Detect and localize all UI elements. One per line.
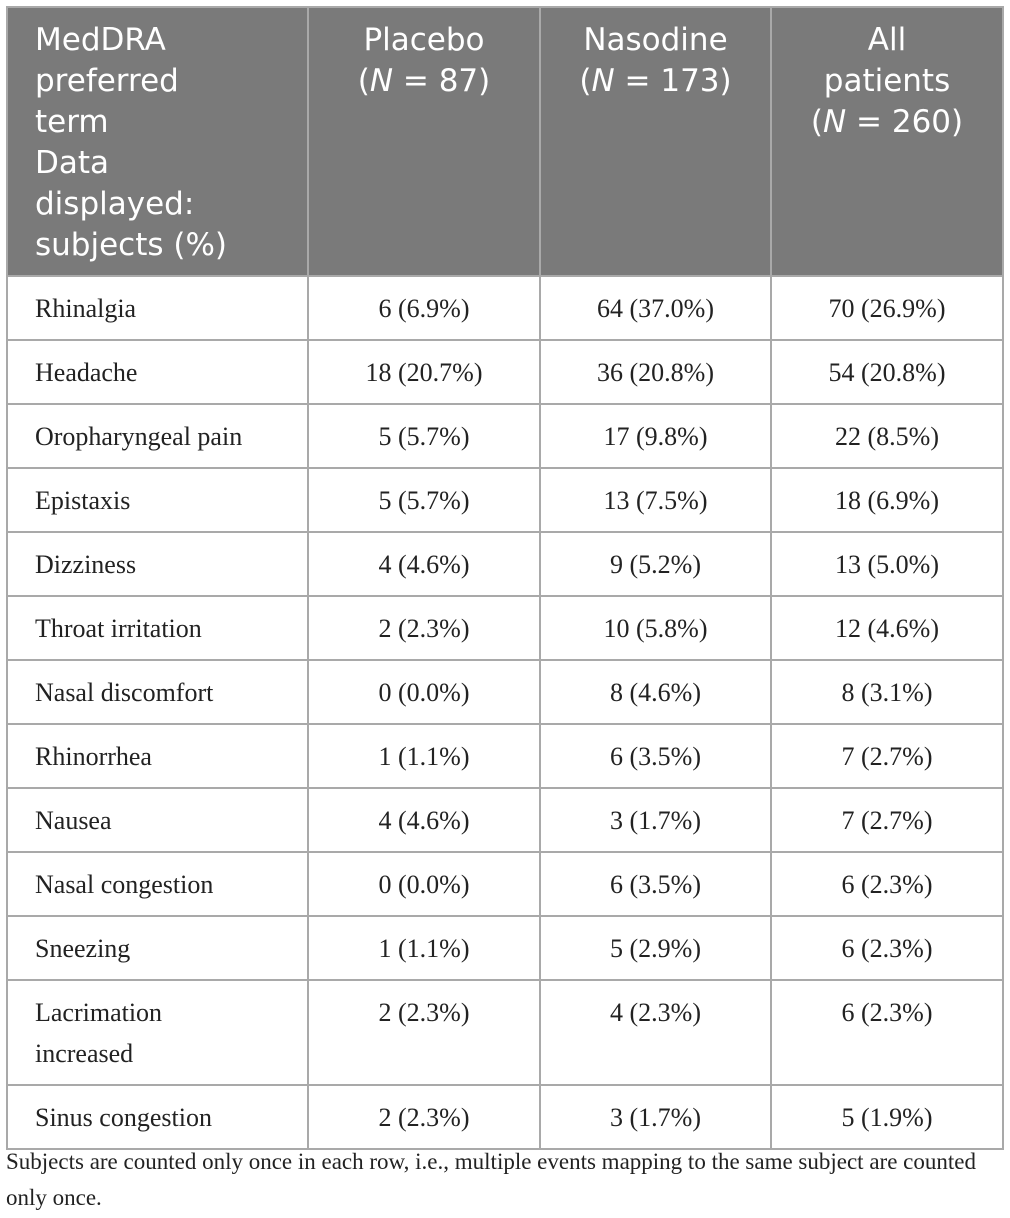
header-nasodine-n-value: = 173) bbox=[614, 63, 732, 99]
header-nasodine-n-label: N bbox=[591, 63, 615, 99]
term-cell: Rhinorrhea bbox=[7, 724, 308, 788]
header-placebo-label: Placebo bbox=[363, 22, 485, 58]
nasodine-cell: 9 (5.2%) bbox=[540, 532, 771, 596]
table-row bbox=[7, 276, 1003, 340]
all-patients-cell: 6 (2.3%) bbox=[771, 916, 1003, 980]
all-patients-cell: 12 (4.6%) bbox=[771, 596, 1003, 660]
placebo-cell: 4 (4.6%) bbox=[308, 532, 540, 596]
table-row bbox=[7, 532, 1003, 596]
header-term-line: MedDRA bbox=[35, 22, 166, 58]
term-cell: Dizziness bbox=[7, 532, 308, 596]
header-all-n-label: N bbox=[822, 104, 847, 140]
placebo-cell: 1 (1.1%) bbox=[308, 916, 540, 980]
placebo-cell: 0 (0.0%) bbox=[308, 852, 540, 916]
term-cell: Nasal congestion bbox=[7, 852, 308, 916]
header-term-line: displayed: bbox=[35, 186, 195, 222]
adverse-events-table-container bbox=[6, 6, 1002, 1150]
nasodine-cell: 6 (3.5%) bbox=[540, 724, 771, 788]
header-placebo-n-value: = 87) bbox=[393, 63, 491, 99]
placebo-cell: 5 (5.7%) bbox=[308, 404, 540, 468]
nasodine-cell: 8 (4.6%) bbox=[540, 660, 771, 724]
table-row bbox=[7, 468, 1003, 532]
all-patients-cell: 8 (3.1%) bbox=[771, 660, 1003, 724]
all-patients-cell: 70 (26.9%) bbox=[771, 276, 1003, 340]
placebo-cell: 2 (2.3%) bbox=[308, 1085, 540, 1149]
nasodine-cell: 13 (7.5%) bbox=[540, 468, 771, 532]
header-all-n: (N = 260) bbox=[810, 104, 964, 140]
table-row bbox=[7, 916, 1003, 980]
table-footnote: Subjects are counted only once in each row, i.e., multiple events mapping to the same subject are counted only once. bbox=[6, 1149, 976, 1210]
all-patients-cell: 7 (2.7%) bbox=[771, 788, 1003, 852]
term-cell: Headache bbox=[7, 340, 308, 404]
table-row bbox=[7, 404, 1003, 468]
nasodine-cell: 10 (5.8%) bbox=[540, 596, 771, 660]
all-patients-cell: 7 (2.7%) bbox=[771, 724, 1003, 788]
term-cell: Nausea bbox=[7, 788, 308, 852]
table-row bbox=[7, 980, 1003, 1085]
all-patients-cell: 18 (6.9%) bbox=[771, 468, 1003, 532]
term-cell: Lacrimation increased bbox=[7, 980, 308, 1085]
header-placebo bbox=[308, 7, 540, 276]
nasodine-cell: 3 (1.7%) bbox=[540, 1085, 771, 1149]
header-all-label-2: patients bbox=[823, 63, 951, 99]
term-cell: Throat irritation bbox=[7, 596, 308, 660]
header-term-line: term bbox=[35, 104, 109, 140]
term-cell: Nasal discomfort bbox=[7, 660, 308, 724]
nasodine-cell: 6 (3.5%) bbox=[540, 852, 771, 916]
header-row bbox=[7, 7, 1003, 276]
placebo-cell: 4 (4.6%) bbox=[308, 788, 540, 852]
term-cell: Sinus congestion bbox=[7, 1085, 308, 1149]
header-term-line: subjects (%) bbox=[35, 227, 228, 263]
nasodine-cell: 5 (2.9%) bbox=[540, 916, 771, 980]
header-nasodine-n: (N = 173) bbox=[579, 63, 732, 99]
nasodine-cell: 3 (1.7%) bbox=[540, 788, 771, 852]
nasodine-cell: 17 (9.8%) bbox=[540, 404, 771, 468]
all-patients-cell: 54 (20.8%) bbox=[771, 340, 1003, 404]
term-cell: Sneezing bbox=[7, 916, 308, 980]
placebo-cell: 6 (6.9%) bbox=[308, 276, 540, 340]
term-cell: Rhinalgia bbox=[7, 276, 308, 340]
adverse-events-table bbox=[6, 6, 1004, 1150]
all-patients-cell: 5 (1.9%) bbox=[771, 1085, 1003, 1149]
header-term-line: preferred bbox=[35, 63, 179, 99]
header-nasodine-label: Nasodine bbox=[583, 22, 728, 58]
table-row bbox=[7, 852, 1003, 916]
placebo-cell: 0 (0.0%) bbox=[308, 660, 540, 724]
header-all-label-1: All bbox=[867, 22, 907, 58]
all-patients-cell: 6 (2.3%) bbox=[771, 852, 1003, 916]
placebo-cell: 2 (2.3%) bbox=[308, 980, 540, 1085]
header-all-n-value: = 260) bbox=[846, 104, 964, 140]
all-patients-cell: 13 (5.0%) bbox=[771, 532, 1003, 596]
table-row bbox=[7, 1085, 1003, 1149]
nasodine-cell: 4 (2.3%) bbox=[540, 980, 771, 1085]
all-patients-cell: 22 (8.5%) bbox=[771, 404, 1003, 468]
placebo-cell: 5 (5.7%) bbox=[308, 468, 540, 532]
placebo-cell: 2 (2.3%) bbox=[308, 596, 540, 660]
table-row bbox=[7, 724, 1003, 788]
nasodine-cell: 64 (37.0%) bbox=[540, 276, 771, 340]
header-placebo-n: (N = 87) bbox=[357, 63, 491, 99]
table-row bbox=[7, 596, 1003, 660]
header-all-patients bbox=[771, 7, 1003, 276]
header-nasodine bbox=[540, 7, 771, 276]
term-cell: Epistaxis bbox=[7, 468, 308, 532]
nasodine-cell: 36 (20.8%) bbox=[540, 340, 771, 404]
table-row bbox=[7, 340, 1003, 404]
header-term-line: Data bbox=[35, 145, 110, 181]
table-row bbox=[7, 660, 1003, 724]
placebo-cell: 18 (20.7%) bbox=[308, 340, 540, 404]
placebo-cell: 1 (1.1%) bbox=[308, 724, 540, 788]
table-row bbox=[7, 788, 1003, 852]
header-term bbox=[7, 7, 308, 276]
term-cell: Oropharyngeal pain bbox=[7, 404, 308, 468]
header-placebo-n-label: N bbox=[369, 63, 394, 99]
all-patients-cell: 6 (2.3%) bbox=[771, 980, 1003, 1085]
